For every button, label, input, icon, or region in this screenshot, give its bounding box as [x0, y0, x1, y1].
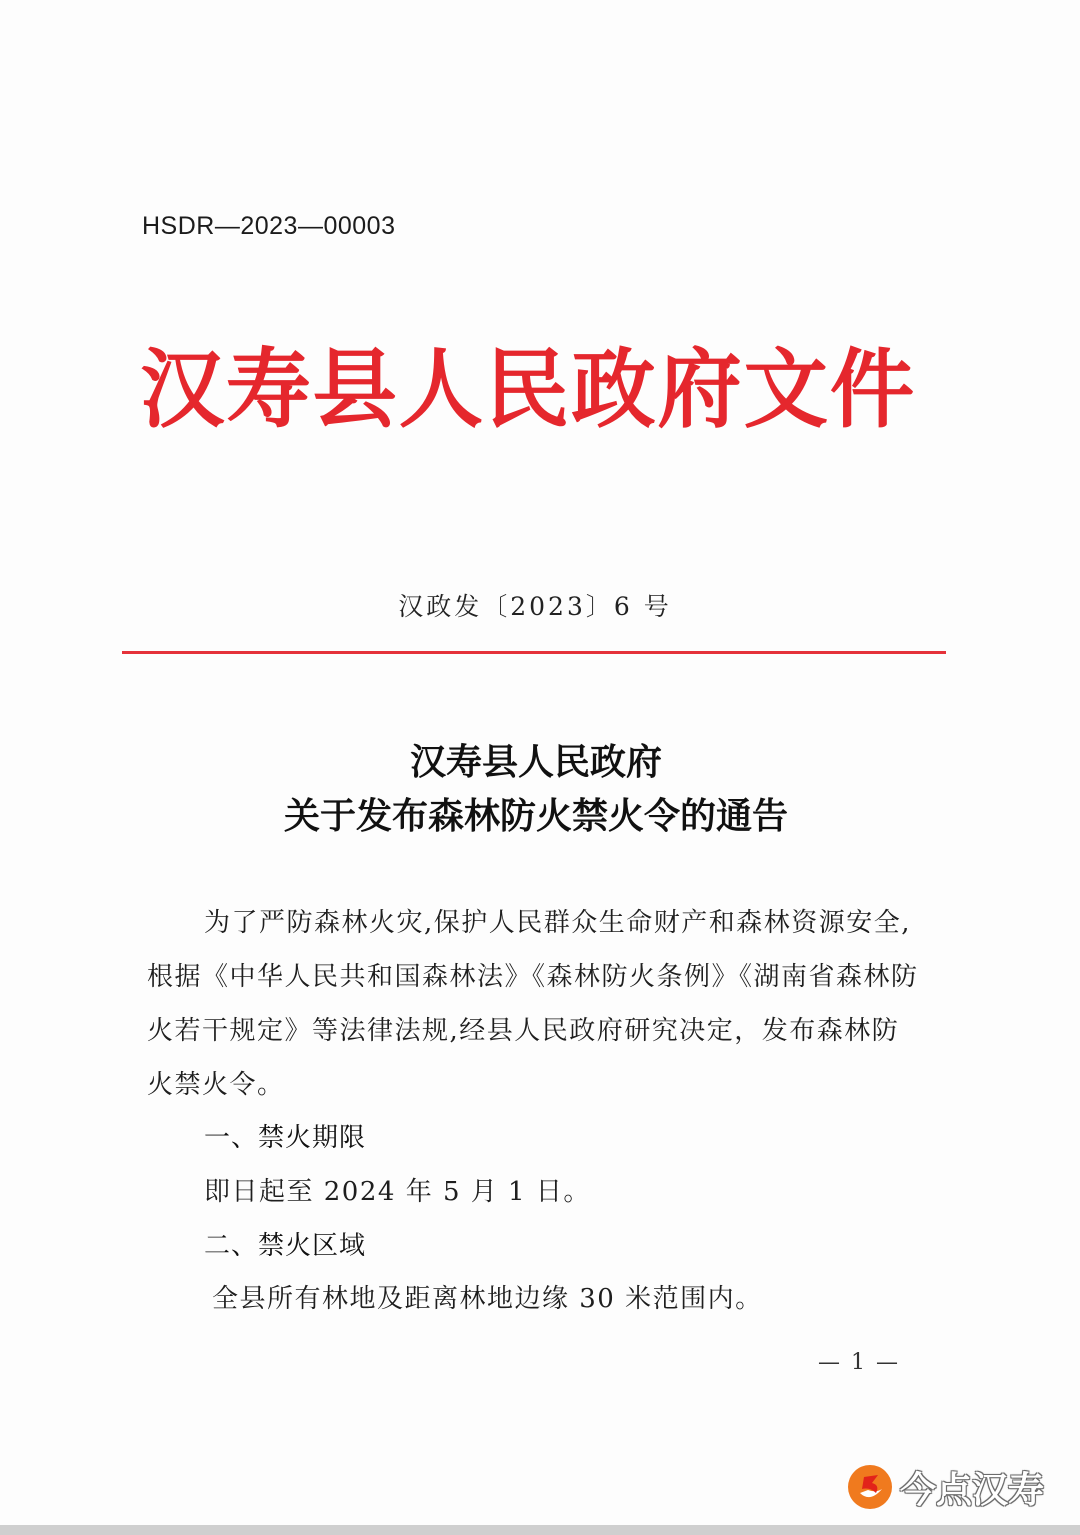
- notice-title-line-1: 汉寿县人民政府: [409, 741, 662, 783]
- watermark-text: 今点汉寿: [900, 1469, 1045, 1511]
- bottom-edge-bar: [0, 1525, 1080, 1535]
- section-2-heading: 二、禁火区域: [204, 1231, 367, 1261]
- app-watermark: [846, 1462, 1044, 1512]
- intro-paragraph-line: 火禁火令。: [147, 1070, 285, 1100]
- section-1-text: 即日起至 2024 年 5 月 1 日。: [204, 1177, 591, 1207]
- red-divider-line: [122, 651, 946, 654]
- today-hanshou-logo-icon: [846, 1463, 894, 1511]
- section-2-text: 全县所有林地及距离林地边缘 30 米范围内。: [212, 1284, 763, 1314]
- intro-paragraph-line: 为了严防森林火灾,保护人民群众生命财产和森林资源安全,: [204, 908, 912, 938]
- document-id: HSDR—2023—00003: [142, 212, 396, 240]
- masthead-title: 汉寿县人民政府文件: [140, 339, 917, 440]
- page-number: — 1 —: [818, 1350, 900, 1375]
- section-1-heading: 一、禁火期限: [204, 1123, 367, 1153]
- document-number: 汉政发〔2023〕6 号: [398, 592, 672, 621]
- intro-paragraph-line: 根据《中华人民共和国森林法》《森林防火条例》《湖南省森林防: [147, 962, 919, 992]
- notice-title-line-2: 关于发布森林防火禁火令的通告: [283, 795, 788, 837]
- intro-paragraph-line: 火若干规定》等法律法规,经县人民政府研究决定，发布森林防: [147, 1016, 900, 1046]
